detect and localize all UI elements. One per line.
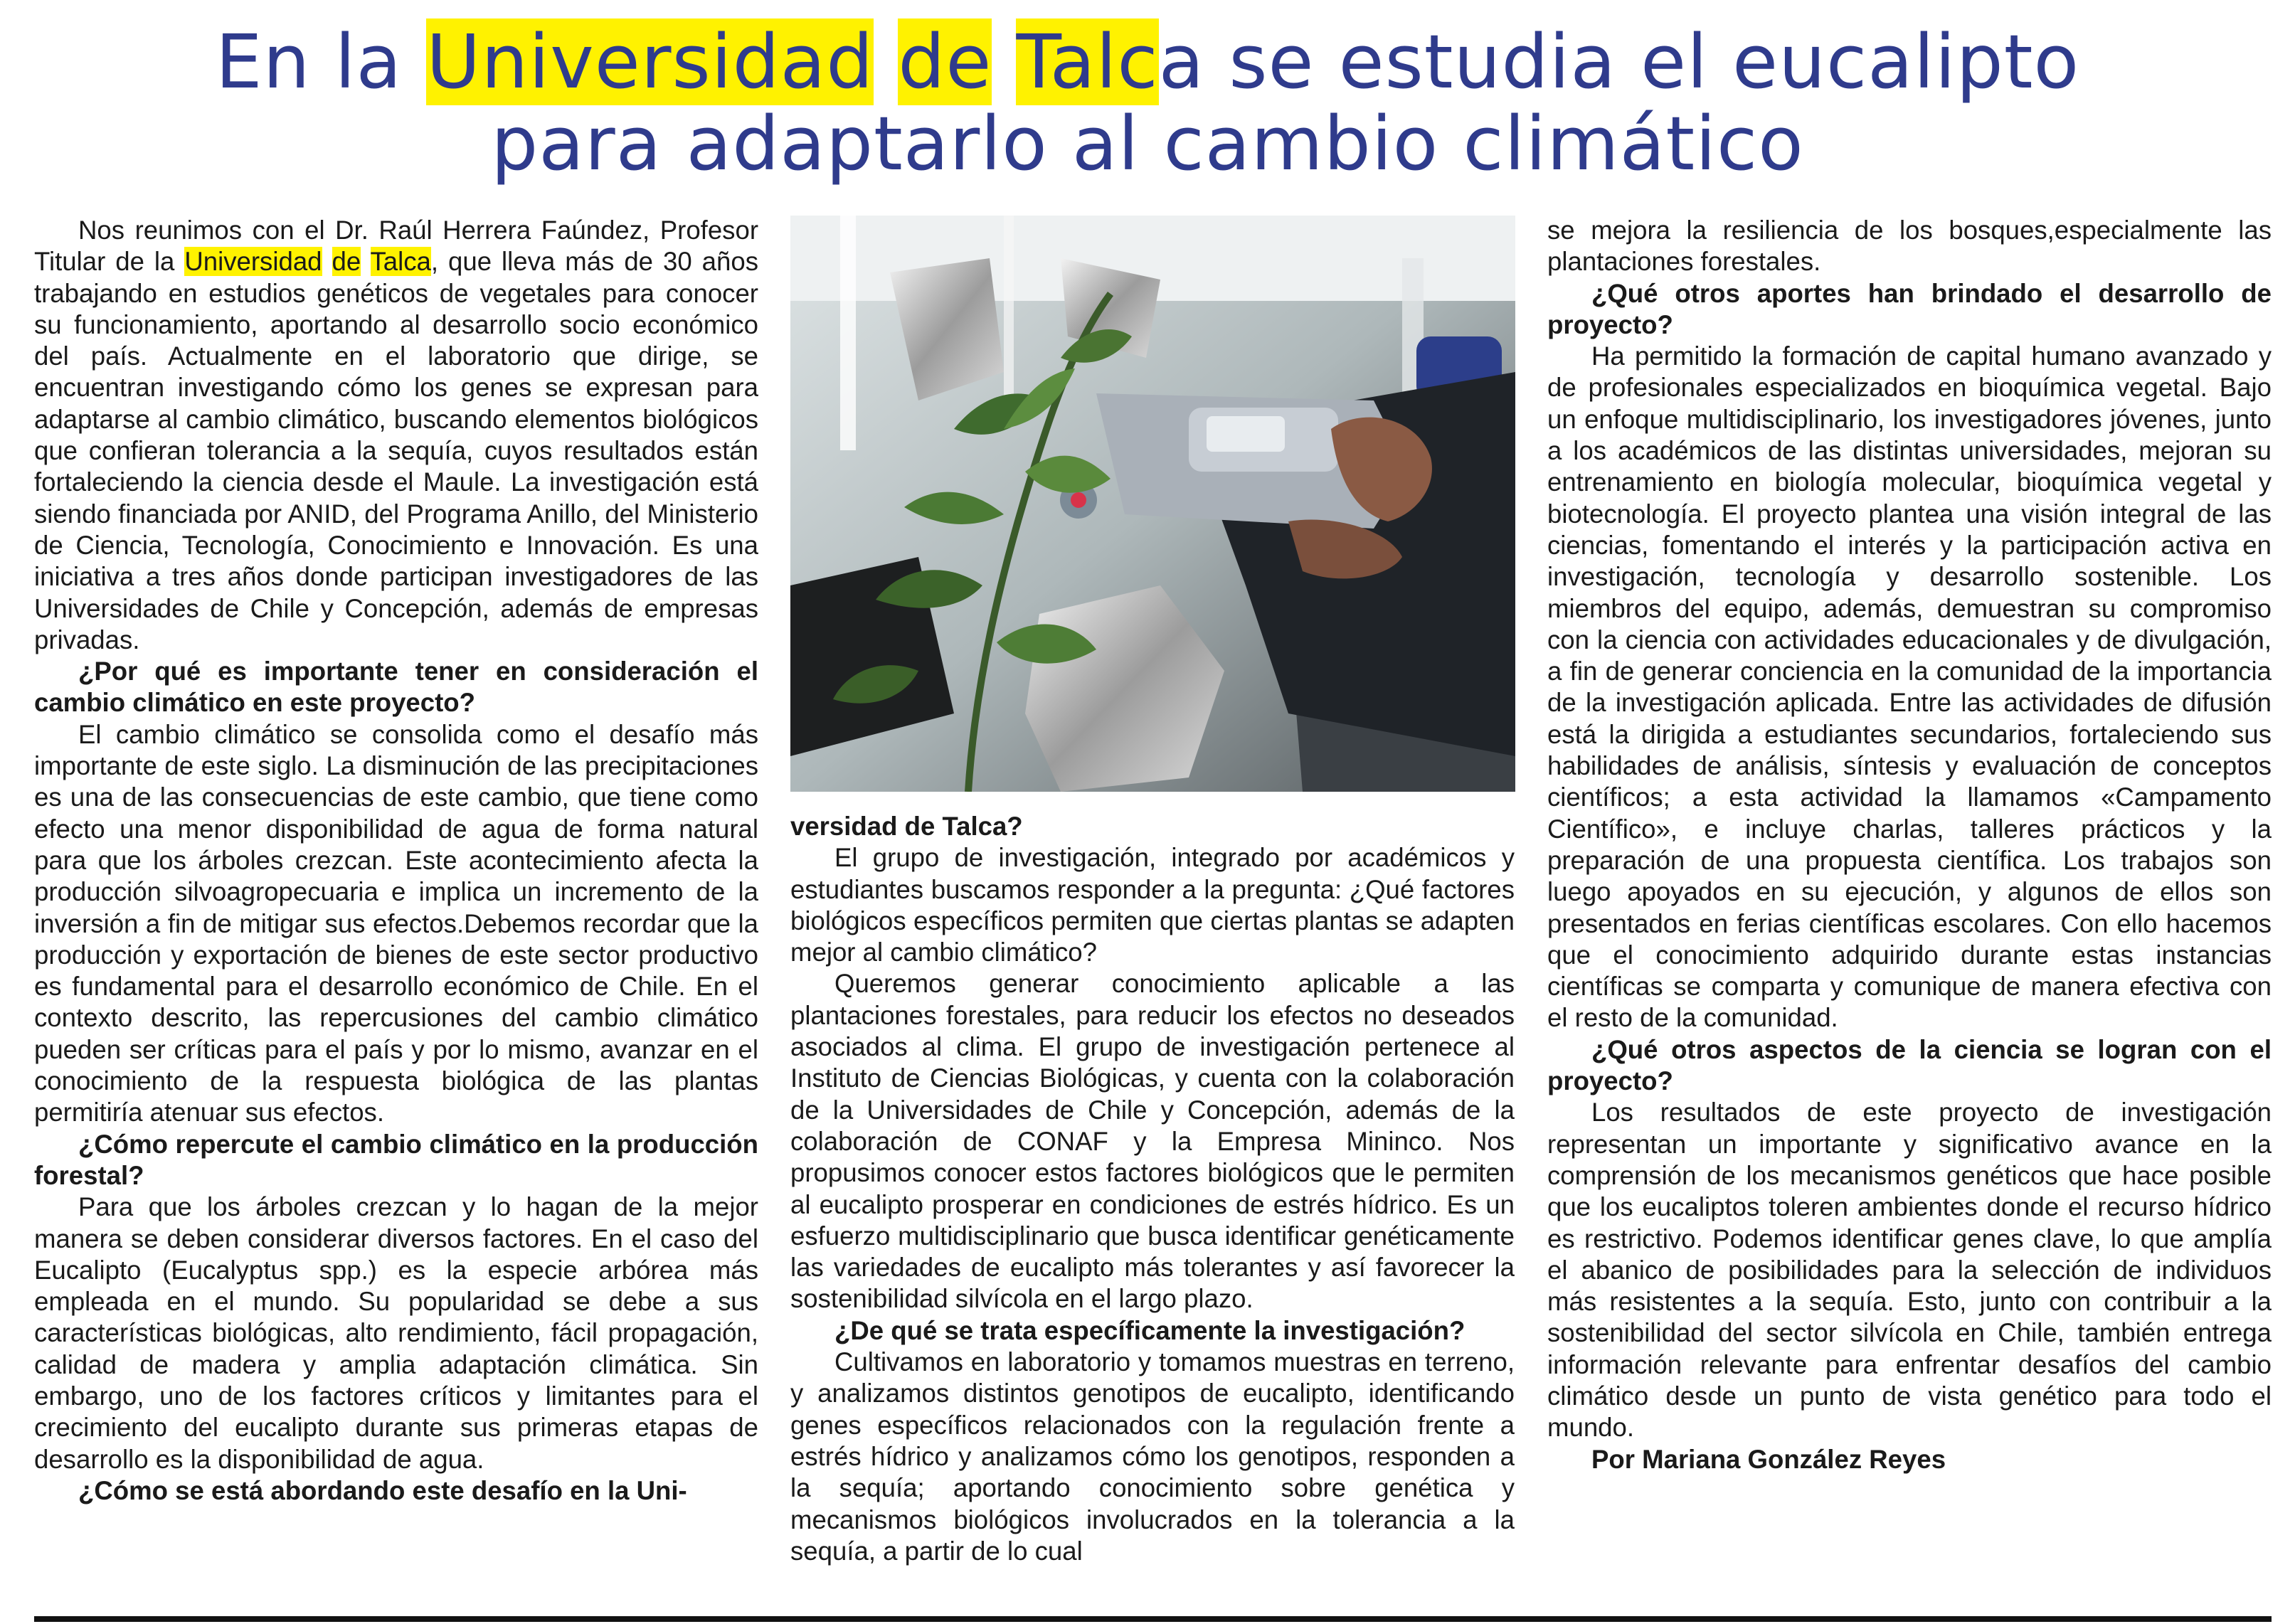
headline-space — [992, 18, 1016, 105]
highlighted-text: Universidad — [184, 247, 322, 277]
answer-paragraph: Cultivamos en laboratorio y tomamos muestras en terreno, y analizamos distintos genotipos de eucalipto, identificando genes específicos relacionados con la regulación frente a estrés hídrico y analizamos cómo los genotipos, responden a la sequía; aportando conocimiento sobre genética y mecanismos biológicos involucrados en la tolerancia a la sequía, a partir de lo cual — [790, 1347, 1515, 1566]
bottom-rule — [34, 1616, 2272, 1622]
headline-highlight: Talc — [1016, 18, 1159, 105]
answer-paragraph: El cambio climático se consolida como el desafío más importante de este siglo. La disminución de las precipitaciones es una de las consecuencias de este cambio, que tiene como efecto una menor disponibilidad de agua de forma natural para que los árboles crezcan. Este acontecimiento afecta la producción silvoagropecuaria e implica un incremento de la inversión a fin de mitigar sus efectos.Debemos recordar que la producción y exportación de bienes de este sector productivo es fundamental para el desarrollo económico de Chile. En el contexto descrito, las repercusiones del cambio climático pueden ser críticas para el país y por lo mismo, avanzar en el conocimiento de la respuesta biológica de las plantas permitiría atenuar sus efectos. — [34, 719, 758, 1127]
photo-eucalyptus-measurement — [790, 216, 1515, 792]
byline: Por Mariana González Reyes — [1591, 1444, 1946, 1474]
paragraph-text — [322, 247, 332, 276]
article-column-3 — [1547, 215, 2272, 1475]
highlighted-text: Talca — [370, 247, 431, 277]
answer-paragraph: Para que los árboles crezcan y lo hagan de la mejor manera se deben considerar diversos factores. En el caso del Eucalipto (Eucalyptus spp.) es la especie arbórea más empleada en el mundo. Su popularidad se debe a sus características biológicas, alto rendimiento, fácil propagación, calidad de madera y amplia adaptación climática. Sin embargo, uno de los factores críticos y limitantes para el crecimiento del eucalipto durante sus primeras etapas de desarrollo es la disponibilidad de agua. — [34, 1192, 758, 1474]
headline-text: En la — [215, 18, 427, 105]
headline-highlight: Universidad — [426, 18, 874, 105]
answer-paragraph: Los resultados de este proyecto de investigación representan un importante y significativo avance en la comprensión de los mecanismos genéticos que hace posible que los eucaliptos toleren ambientes donde el recurso hídrico es restrictivo. Podemos identificar genes clave, lo que amplía el abanico de posibilidades para la selección de individuos más resistentes a la sequía. Esto, junto con contribuir a la sostenibilidad del sector silvícola en Chile, también entrega información relevante para enfrentar desafíos del cambio climático desde un punto de vista genético para todo el mundo. — [1547, 1098, 2272, 1443]
paragraph-text: , que lleva más de 30 años trabajando en estudios genéticos de vegetales para conocer su funcionamiento, aportando al desarrollo socio económico del país. Actualmente en el laboratorio que dirige, se encuentran investigando cómo los genes se expresan para adaptarse al cambio climático, buscando elementos biológicos que confieran tolerancia a la sequía, cuyos resultados están fortaleciendo la ciencia desde el Maule. La investigación está siendo financiada por ANID, del Programa Anillo, del Ministerio de Ciencia, Tecnología, Conocimiento e Innovación. Es una iniciativa a tres años donde participan investigadores de las Universidades de Chile y Concepción, además de empresas privadas. — [34, 247, 758, 654]
interview-question: ¿Qué otros aspectos de la ciencia se logran con el proyecto? — [1547, 1034, 2272, 1096]
headline-line-2: para adaptarlo al cambio climático — [491, 100, 1804, 187]
article-column-2 — [790, 811, 1515, 1567]
headline-space — [874, 18, 898, 105]
answer-paragraph: Ha permitido la formación de capital humano avanzado y de profesionales especializados en bioquímica vegetal. Bajo un enfoque multidisciplinario, los investigadores jóvenes, junto a los académicos de las distintas universidades, mejoran su entrenamiento en biología molecular, bioquímica vegetal y biotecnología. El proyecto plantea una visión integral de las ciencias, fomentando el interés y la participación activa en investigación, tecnología y desarrollo sostenible. Los miembros del equipo, además, demuestran su compromiso con la ciencia con actividades educacionales y de divulgación, a fin de generar conciencia en la comunidad de la importancia de la investigación aplicada. Entre las actividades de difusión está la dirigida a estudiantes secundarios, fortaleciendo sus habilidades de análisis, síntesis y evaluación de conceptos científicos; a esta actividad la llamamos «Campamento Científico», e incluye charlas, talleres prácticos y la preparación de una propuesta científica. Los trabajos son luego apoyados en su ejecución, y algunos de ellos son presentados en ferias científicas escolares. Con ello hacemos que el conocimiento adquirido durante estas instancias científicas se comparta y comunique de manera efectiva con el resto de la comunidad. — [1547, 341, 2272, 1033]
article-column-1 — [34, 215, 758, 1507]
highlighted-text: de — [332, 247, 361, 277]
interview-question: ¿Qué otros aportes han brindado el desarrollo de proyecto? — [1547, 278, 2272, 339]
headline-line-1 — [0, 18, 2295, 105]
interview-question: ¿Cómo repercute el cambio climático en la producción forestal? — [34, 1129, 758, 1190]
interview-question: ¿Por qué es importante tener en consideración el cambio climático en este proyecto? — [34, 657, 758, 718]
paragraph-text — [361, 247, 370, 276]
paragraph-text: Nos reunimos con el Dr. Raúl Herrera Faúndez, Profesor Titular de la — [34, 216, 758, 277]
interview-question: ¿De qué se trata específicamente la investigación? — [834, 1315, 1465, 1345]
answer-paragraph: se mejora la resiliencia de los bosques,especialmente las plantaciones forestales. — [1547, 216, 2272, 277]
article-photo — [790, 216, 1515, 792]
answer-paragraph: El grupo de investigación, integrado por académicos y estudiantes buscamos responder a la pregunta: ¿Qué factores biológicos específicos permiten que ciertas plantas se adapten mejor al cambio climático? — [790, 843, 1515, 967]
headline-highlight: de — [898, 18, 992, 105]
interview-question: versidad de Talca? — [790, 812, 1023, 841]
interview-question: ¿Cómo se está abordando este desafío en la Uni- — [78, 1475, 687, 1505]
headline — [0, 18, 2295, 187]
intro-paragraph — [34, 215, 758, 656]
answer-paragraph: Queremos generar conocimiento aplicable a las plantaciones forestales, para reducir los efectos no deseados asociados al clima. El grupo de investigación pertenece al Instituto de Ciencias Biológicas, y cuenta con la colaboración de la Universidades de Chile y Concepción, además de la colaboración de CONAF y la Empresa Mininco. Nos propusimos conocer estos factores biológicos que le permiten al eucalipto prosperar en condiciones de estrés hídrico. Es un esfuerzo multidisciplinario que busca identificar genéticamente las variedades de eucalipto más tolerantes y así favorecer la sostenibilidad silvícola en el largo plazo. — [790, 969, 1515, 1314]
headline-text: a se estudia el eucalipto — [1158, 18, 2080, 105]
